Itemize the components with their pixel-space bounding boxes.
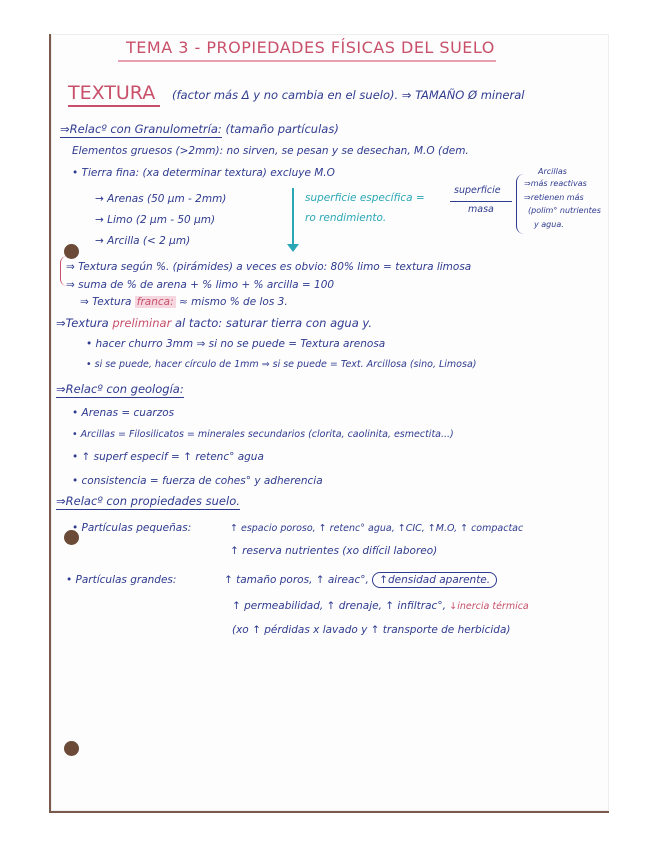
elementos-gruesos: Elementos gruesos (>2mm): no sirven, se pesan y se desechan, M.O (dem. [72, 145, 469, 157]
textura-franca: ⇒ Textura franca: ≈ mismo % de los 3. [80, 296, 288, 308]
propiedades-heading: ⇒Relacº con propiedades suelo. [56, 494, 240, 508]
fraction-numerator: superficie [454, 185, 501, 196]
arcillas-note: ⇒más reactivas [524, 179, 587, 188]
arcilla-range: → Arcilla (< 2 µm) [95, 235, 191, 247]
tierra-fina: • Tierra fina: (xa determinar textura) excluye M.O [72, 167, 335, 179]
arcillas-note: Arcillas [538, 167, 567, 176]
hacer-circulo: • si se puede, hacer círculo de 1mm ⇒ si se puede = Text. Arcillosa (sino, Limosa) [86, 359, 477, 370]
arcillas-filosilicatos: • Arcillas = Filosilicatos = minerales secundarios (clorita, caolinita, esmectita...) [72, 429, 454, 440]
page-title: TEMA 3 - PROPIEDADES FÍSICAS DEL SUELO [126, 38, 495, 57]
arcillas-note: y agua. [534, 220, 564, 229]
arcillas-note: (polim° nutrientes [528, 206, 601, 215]
arenas-cuarzos: • Arenas = cuarzos [72, 407, 175, 419]
geologia-heading: ⇒Relacº con geología: [56, 382, 184, 396]
hacer-churro: • hacer churro 3mm ⇒ si no se puede = Textura arenosa [86, 338, 386, 350]
textura-preliminar: ⇒Textura preliminar al tacto: saturar tierra con agua y. [56, 316, 372, 330]
superficie-especifica: • ↑ superf especif = ↑ retenc° agua [72, 451, 264, 463]
section-heading-textura: TEXTURA [68, 82, 156, 104]
particulas-grandes-label: • Partículas grandes: [66, 574, 177, 586]
suma-porcentajes: ⇒ suma de % de arena + % limo + % arcilla = 100 [66, 279, 335, 291]
particulas-pequenas-1: ↑ espacio poroso, ↑ retenc° agua, ↑CIC, ↑M.O, ↑ compactac [230, 523, 524, 534]
textura-segun: ⇒ Textura según %. (pirámides) a veces es obvio: 80% limo = textura limosa [66, 261, 472, 273]
arrow-down-icon [292, 188, 294, 246]
superficie-especifica-label: superficie específica = [305, 192, 425, 204]
particulas-grandes-2: ↑ permeabilidad, ↑ drenaje, ↑ infiltrac°, ↓inercia térmica [232, 600, 529, 612]
particulas-pequenas-label: • Partículas pequeñas: [72, 522, 192, 534]
particulas-pequenas-2: ↑ reserva nutrientes (xo difícil laboreo) [230, 545, 438, 557]
textura-note: (factor más Δ y no cambia en el suelo). ⇒ TAMAÑO Ø mineral [172, 88, 525, 102]
consistencia: • consistencia = fuerza de cohes° y adherencia [72, 475, 323, 487]
arcillas-note: ⇒retienen más [524, 193, 584, 202]
title-underline [118, 60, 496, 62]
fraction-line [450, 201, 512, 202]
fraction-denominator: masa [468, 204, 494, 215]
limo-range: → Limo (2 µm - 50 µm) [95, 214, 216, 226]
binder-hole [64, 741, 79, 756]
particulas-grandes-1: ↑ tamaño poros, ↑ aireac°, ↑densidad aparente. [224, 575, 497, 586]
arrow-head-icon [287, 244, 299, 252]
particulas-grandes-3: (xo ↑ pérdidas x lavado y ↑ transporte de herbicida) [232, 624, 511, 636]
rendimiento-note: ro rendimiento. [305, 212, 387, 224]
textura-underline [68, 105, 160, 107]
arenas-range: → Arenas (50 µm - 2mm) [95, 193, 227, 205]
granulometria-heading: ⇒Relacº con Granulometría: (tamaño partículas) [60, 122, 339, 136]
